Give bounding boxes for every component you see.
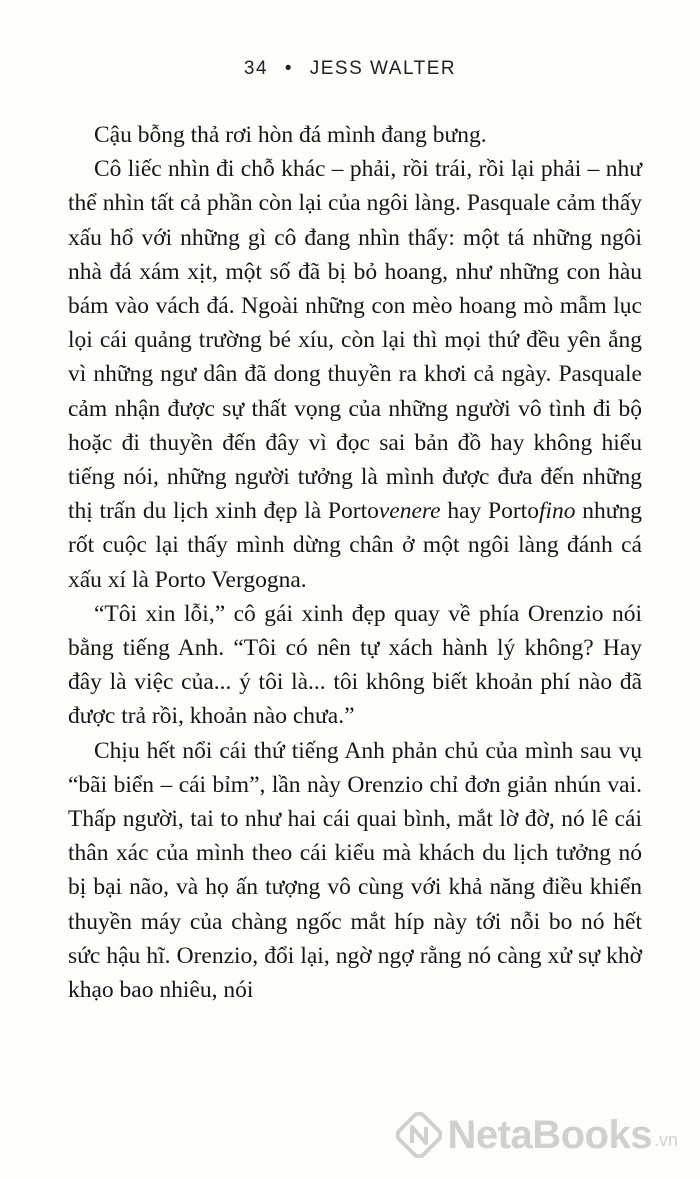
paragraph: Cậu bỗng thả rơi hòn đá mình đang bưng.: [94, 122, 487, 148]
header-separator: •: [284, 58, 293, 79]
watermark-suffix: .vn: [653, 1130, 678, 1150]
body-text: [68, 118, 642, 1007]
paragraph: Chịu hết nổi cái thứ tiếng Anh phản chủ của mình sau vụ “bãi biển – cái bỉm”, lần này Orenzio chỉ đơn giản nhún vai. Thấp người, tai to như hai cái quai bình, mắt lờ đờ, nó lê cái thân xác của mình theo cái kiểu mà khách du lịch tưởng nó bị bại não, và họ ấn tượng vô cùng với khả năng điều khiển thuyền máy của chàng ngốc mắt híp này tới nỗi bo nó hết sức hậu hĩ. Orenzio, đổi lại, ngờ ngợ rằng nó càng xử sự khờ khạo bao nhiêu, nói: [68, 737, 642, 1004]
watermark-brand: NetaBooks: [447, 1112, 652, 1157]
paragraph: “Tôi xin lỗi,” cô gái xinh đẹp quay về phía Orenzio nói bằng tiếng Anh. “Tôi có nên tự xách hành lý không? Hay đây là việc của... ý tôi là... tôi không biết khoản phí nào đã được trả rồi, khoản nào chưa.”: [68, 600, 642, 730]
paragraph-text: Cô liếc nhìn đi chỗ khác – phải, rồi trái, rồi lại phải – như thể nhìn tất cả phần còn lại của ngôi làng. Pasquale cảm thấy xấu hổ với những gì cô đang nhìn thấy: một tá những ngôi nhà đá xám xịt, một số đã bị bỏ hoang, như những con hàu bám vào vách đá. Ngoài những con mèo hoang mò mẫm lục lọi cái quảng trường bé xíu, còn lại thì mọi thứ đều yên ắng vì những ngư dân đã dong thuyền ra khơi cả ngày. Pasquale cảm nhận được sự thất vọng của những người vô tình đi bộ hoặc đi thuyền đến đây vì đọc sai bản đồ hay không hiểu tiếng nói, những người tưởng là mình được đưa đến những thị trấn du lịch xinh đẹp là Porto: [68, 156, 642, 525]
running-head: [0, 58, 700, 80]
author-name: JESS WALTER: [309, 58, 457, 79]
page-number: 34: [243, 58, 269, 79]
paragraph-text: hay Porto: [440, 498, 539, 525]
paragraph-text: nhưng rốt cuộc lại thấy mình dừng chân ở một ngôi làng đánh cá xấu xí là Porto Vergogna.: [68, 498, 642, 593]
italic-text: venere: [378, 498, 441, 525]
netabooks-logo-icon: [396, 1112, 442, 1158]
watermark: [396, 1105, 678, 1165]
paragraph: [68, 152, 642, 597]
italic-text: fino: [538, 498, 576, 525]
